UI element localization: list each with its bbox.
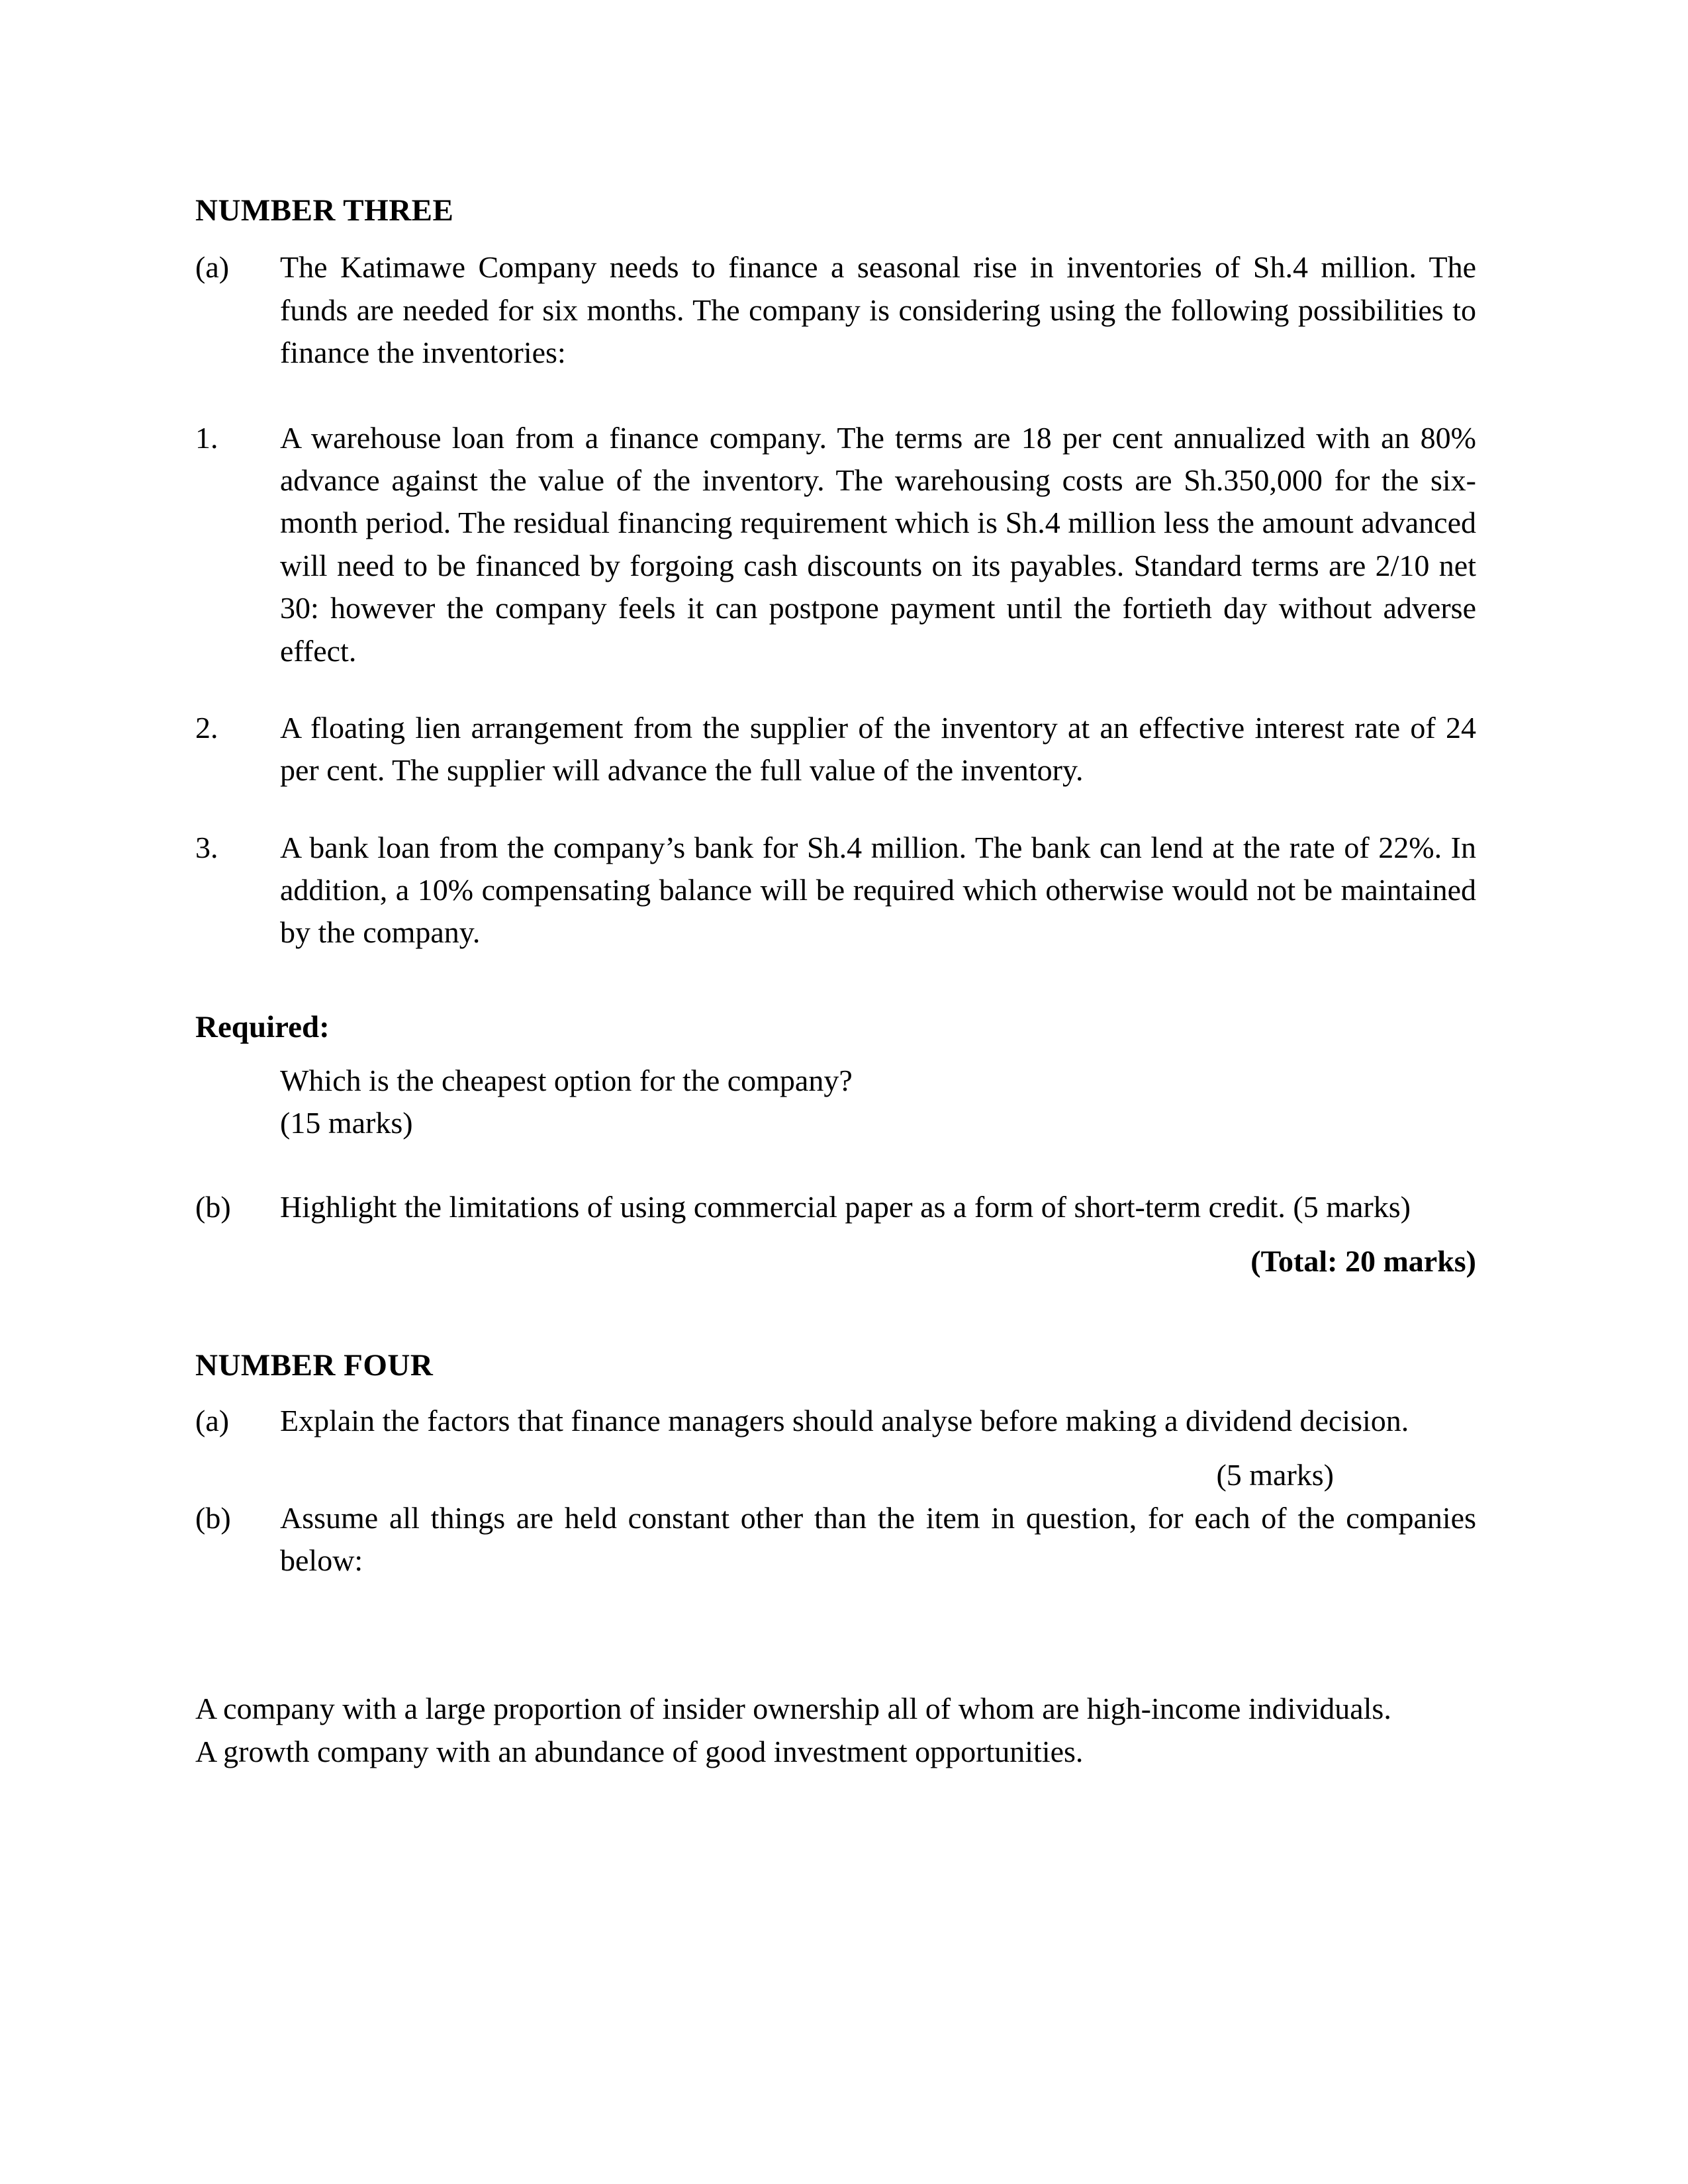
part-a-marker: (a) [195, 250, 230, 285]
option-item-2 [195, 707, 1476, 792]
option-marker: 2. [195, 710, 218, 745]
spacer [195, 397, 1476, 417]
part-a-text: Explain the factors that finance managers should analyse before making a dividend decision. [280, 1403, 1409, 1437]
company-example-1: A company with a large proportion of insider ownership all of whom are high-income individuals. [195, 1692, 1391, 1726]
part-b-text: Assume all things are held constant other than the item in question, for each of the companies below: [280, 1500, 1476, 1578]
question-three-part-b [195, 1186, 1476, 1228]
page-title: NUMBER THREE [195, 193, 454, 228]
option-text: A floating lien arrangement from the supplier of the inventory at an effective interest rate of 24 per cent. The supplier will advance the full value of the inventory. [280, 710, 1476, 788]
option-marker: 1. [195, 420, 218, 455]
spacer [195, 1283, 1476, 1347]
part-a-marker: (a) [195, 1403, 230, 1437]
spacer [195, 695, 1476, 707]
part-b-marker: (b) [195, 1500, 231, 1535]
spacer [195, 1145, 1476, 1186]
option-text: A bank loan from the company’s bank for Sh.4 million. The bank can lend at the rate of 22%. In addition, a 10% compensating balance will be required which otherwise would not be maintained by the company. [280, 830, 1476, 950]
spacer [195, 1442, 1476, 1454]
section-heading-number-four: NUMBER FOUR [195, 1347, 434, 1383]
part-b-text: Highlight the limitations of using commercial paper as a form of short-term credit. (5 marks) [280, 1189, 1411, 1224]
question-three-part-a [195, 246, 1476, 374]
total-marks: (Total: 20 marks) [1250, 1244, 1476, 1279]
option-text: A warehouse loan from a finance company. The terms are 18 per cent annualized with an 80% advance against the value of the inventory. The warehousing costs are Sh.350,000 for the six-month period. The residual financing requirement which is Sh.4 million less the amount advanced will need to be financed by forgoing cash discounts on its payables. Standard terms are 2/10 net 30: however the company feels it can postpone payment until the fortieth day without adverse effect. [280, 420, 1476, 668]
option-item-3 [195, 827, 1476, 954]
spacer [195, 1228, 1476, 1240]
spacer [195, 815, 1476, 827]
part-a-marks: (5 marks) [1216, 1458, 1334, 1492]
required-question: Which is the cheapest option for the company? [280, 1063, 853, 1097]
spacer [195, 1048, 1476, 1060]
required-label: Required: [195, 1009, 330, 1044]
spacer [195, 1602, 1476, 1688]
required-marks: (15 marks) [280, 1106, 413, 1140]
document-body [195, 192, 1476, 1773]
option-item-1 [195, 417, 1476, 672]
question-four-part-b [195, 1497, 1476, 1582]
part-a-text: The Katimawe Company needs to finance a seasonal rise in inventories of Sh.4 million. The funds are needed for six months. The company is considering using the following possibilities to finance the inventories: [280, 250, 1476, 370]
option-marker: 3. [195, 830, 218, 864]
company-example-2: A growth company with an abundance of good investment opportunities. [195, 1734, 1084, 1768]
question-four-part-a [195, 1400, 1476, 1442]
part-b-marker: (b) [195, 1189, 231, 1224]
spacer [195, 977, 1476, 1007]
